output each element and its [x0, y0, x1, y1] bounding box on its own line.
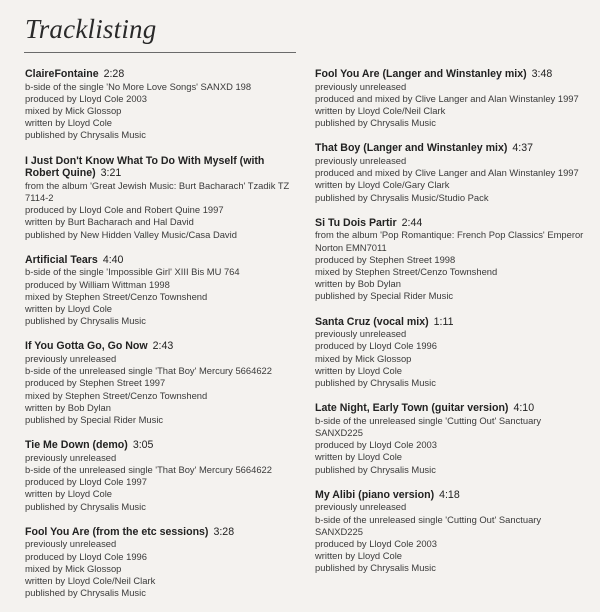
- track-credit-line: produced by Stephen Street 1997: [25, 377, 166, 389]
- track-duration: 4:10: [513, 402, 535, 415]
- track-credit-line: written by Lloyd Cole/Neil Clark: [315, 105, 446, 116]
- track-credit-line: produced by Lloyd Cole 2003: [25, 92, 147, 104]
- track-credit-line: published by Chrysalis Music: [315, 377, 436, 389]
- track-duration: 2:44: [401, 216, 423, 229]
- track-duration: 3:48: [531, 68, 553, 80]
- track-title: Santa Cruz (vocal mix): [315, 315, 429, 328]
- track-duration: 3:05: [132, 439, 154, 452]
- track-credit-line: published by Chrysalis Music: [315, 463, 436, 475]
- track-credit-line: previously unreleased: [25, 353, 117, 365]
- track-credit-line: produced by Lloyd Cole 1996: [25, 550, 147, 562]
- track-credit-line: from the album 'Pop Romantique: French Pop Classics' Emperor Norton EMN7011: [315, 229, 584, 253]
- title-rule: [24, 52, 296, 53]
- track-credit-line: written by Lloyd Cole: [315, 451, 403, 463]
- track-entry: [25, 526, 295, 600]
- track-heading: [25, 155, 295, 180]
- track-title: If You Gotta Go, Go Now: [25, 340, 148, 353]
- track-duration: 4:40: [102, 253, 124, 266]
- track-credit-line: previously unreleased: [315, 501, 407, 513]
- track-title: Late Night, Early Town (guitar version): [315, 402, 509, 415]
- track-credit-line: published by Chrysalis Music: [315, 117, 436, 129]
- track-heading: [25, 254, 295, 267]
- track-title: Tie Me Down (demo): [25, 439, 128, 452]
- track-credit-line: mixed by Stephen Street/Cenzo Townshend: [25, 290, 208, 302]
- track-credit-line: previously unreleased: [315, 155, 407, 166]
- left-column: [25, 68, 295, 612]
- track-credit-line: published by Chrysalis Music: [25, 587, 146, 599]
- track-credit-line: produced and mixed by Clive Langer and Alan Winstanley 1997: [315, 167, 579, 179]
- track-entry: [25, 68, 295, 142]
- track-credit-line: written by Lloyd Cole: [25, 303, 113, 315]
- track-credit-line: previously unreleased: [25, 451, 117, 463]
- track-credit-line: published by Chrysalis Music: [25, 500, 146, 512]
- track-heading: [315, 316, 590, 329]
- track-entry: [315, 402, 590, 476]
- track-credit-line: published by Chrysalis Music: [25, 129, 146, 141]
- track-entry: [25, 340, 295, 426]
- track-credit-line: written by Lloyd Cole: [315, 364, 403, 376]
- track-heading: [25, 340, 295, 353]
- track-credit-line: written by Bob Dylan: [25, 401, 111, 413]
- track-credit-line: previously unreleased: [315, 80, 407, 92]
- track-entry: [25, 439, 295, 513]
- track-credit-line: b-side of the single 'No More Love Songs' SANXD 198: [25, 80, 252, 92]
- track-title: My Alibi (piano version): [315, 488, 435, 501]
- track-entry: [315, 316, 590, 390]
- track-credit-line: b-side of the unreleased single 'That Boy' Mercury 5664622: [25, 365, 272, 377]
- track-heading: [25, 68, 295, 81]
- track-heading: [315, 142, 590, 155]
- track-credit-line: from the album 'Great Jewish Music: Burt Bacharach' Tzadik TZ 7114-2: [25, 179, 290, 203]
- track-credit-line: b-side of the single 'Impossible Girl' XIII Bis MU 764: [25, 266, 240, 278]
- track-credit-line: mixed by Mick Glossop: [315, 352, 412, 364]
- track-credit-line: produced by Lloyd Cole and Robert Quine 1997: [25, 204, 224, 216]
- right-column: [315, 68, 590, 588]
- track-credit-line: produced by William Wittman 1998: [25, 278, 170, 290]
- track-credit-line: produced by Stephen Street 1998: [315, 253, 456, 265]
- track-credit-line: previously unreleased: [25, 538, 117, 550]
- track-credit-line: b-side of the unreleased single 'Cutting Out' Sanctuary SANXD225: [315, 414, 542, 439]
- track-entry: [315, 217, 590, 303]
- track-duration: 3:28: [213, 525, 235, 538]
- track-credit-line: produced by Lloyd Cole 1996: [315, 340, 437, 352]
- track-credit-line: produced by Lloyd Cole 2003: [315, 439, 437, 451]
- track-credit-line: previously unreleased: [315, 328, 407, 340]
- track-heading: [315, 489, 590, 502]
- track-title: I Just Don't Know What To Do With Myself (with Robert Quine): [25, 154, 265, 180]
- track-credit-line: published by Special Rider Music: [25, 414, 164, 426]
- track-entry: [315, 68, 590, 129]
- track-title: ClaireFontaine: [25, 68, 99, 80]
- track-title: Si Tu Dois Partir: [315, 216, 397, 229]
- track-title: Artificial Tears: [25, 253, 98, 266]
- track-entry: [315, 142, 590, 203]
- track-credit-line: mixed by Stephen Street/Cenzo Townshend: [315, 266, 498, 278]
- track-credit-line: published by Chrysalis Music: [25, 315, 146, 327]
- track-credit-line: produced by Lloyd Cole 1997: [25, 476, 147, 488]
- track-credit-line: mixed by Mick Glossop: [25, 562, 122, 574]
- track-credit-line: produced and mixed by Clive Langer and Alan Winstanley 1997: [315, 92, 579, 104]
- track-duration: 2:43: [152, 340, 174, 353]
- track-entry: [25, 254, 295, 328]
- track-title: Fool You Are (from the etc sessions): [25, 525, 209, 538]
- track-credit-line: written by Lloyd Cole/Neil Clark: [25, 575, 156, 587]
- page-title: Tracklisting: [25, 14, 157, 44]
- track-duration: 1:11: [433, 315, 454, 328]
- track-heading: [25, 439, 295, 452]
- track-credit-line: written by Lloyd Cole: [25, 117, 113, 129]
- track-credit-line: written by Lloyd Cole: [315, 550, 403, 562]
- track-heading: [25, 526, 295, 539]
- track-entry: [25, 155, 295, 241]
- track-duration: 4:18: [439, 488, 460, 501]
- track-heading: [315, 217, 590, 230]
- track-credit-line: b-side of the unreleased single 'That Boy' Mercury 5664622: [25, 464, 272, 476]
- track-credit-line: b-side of the unreleased single 'Cutting Out' Sanctuary SANXD225: [315, 513, 542, 537]
- track-credit-line: mixed by Mick Glossop: [25, 105, 122, 116]
- track-duration: 2:28: [103, 68, 125, 80]
- track-duration: 3:21: [100, 167, 122, 180]
- track-heading: [315, 68, 590, 81]
- track-credit-line: written by Lloyd Cole: [25, 488, 113, 500]
- track-duration: 4:37: [512, 142, 534, 155]
- track-credit-line: produced by Lloyd Cole 2003: [315, 538, 437, 550]
- track-credit-line: published by New Hidden Valley Music/Casa David: [25, 228, 237, 240]
- track-title: That Boy (Langer and Winstanley mix): [315, 142, 508, 155]
- track-credit-line: published by Chrysalis Music/Studio Pack: [315, 191, 489, 203]
- track-heading: [315, 402, 590, 415]
- track-entry: [315, 489, 590, 575]
- track-credit-line: written by Bob Dylan: [315, 278, 401, 290]
- track-credit-line: written by Burt Bacharach and Hal David: [25, 216, 194, 228]
- track-credit-line: written by Lloyd Cole/Gary Clark: [315, 179, 450, 191]
- track-title: Fool You Are (Langer and Winstanley mix): [315, 68, 527, 80]
- track-credit-line: mixed by Stephen Street/Cenzo Townshend: [25, 389, 208, 401]
- track-credit-line: published by Chrysalis Music: [315, 562, 436, 574]
- track-credit-line: published by Special Rider Music: [315, 290, 454, 302]
